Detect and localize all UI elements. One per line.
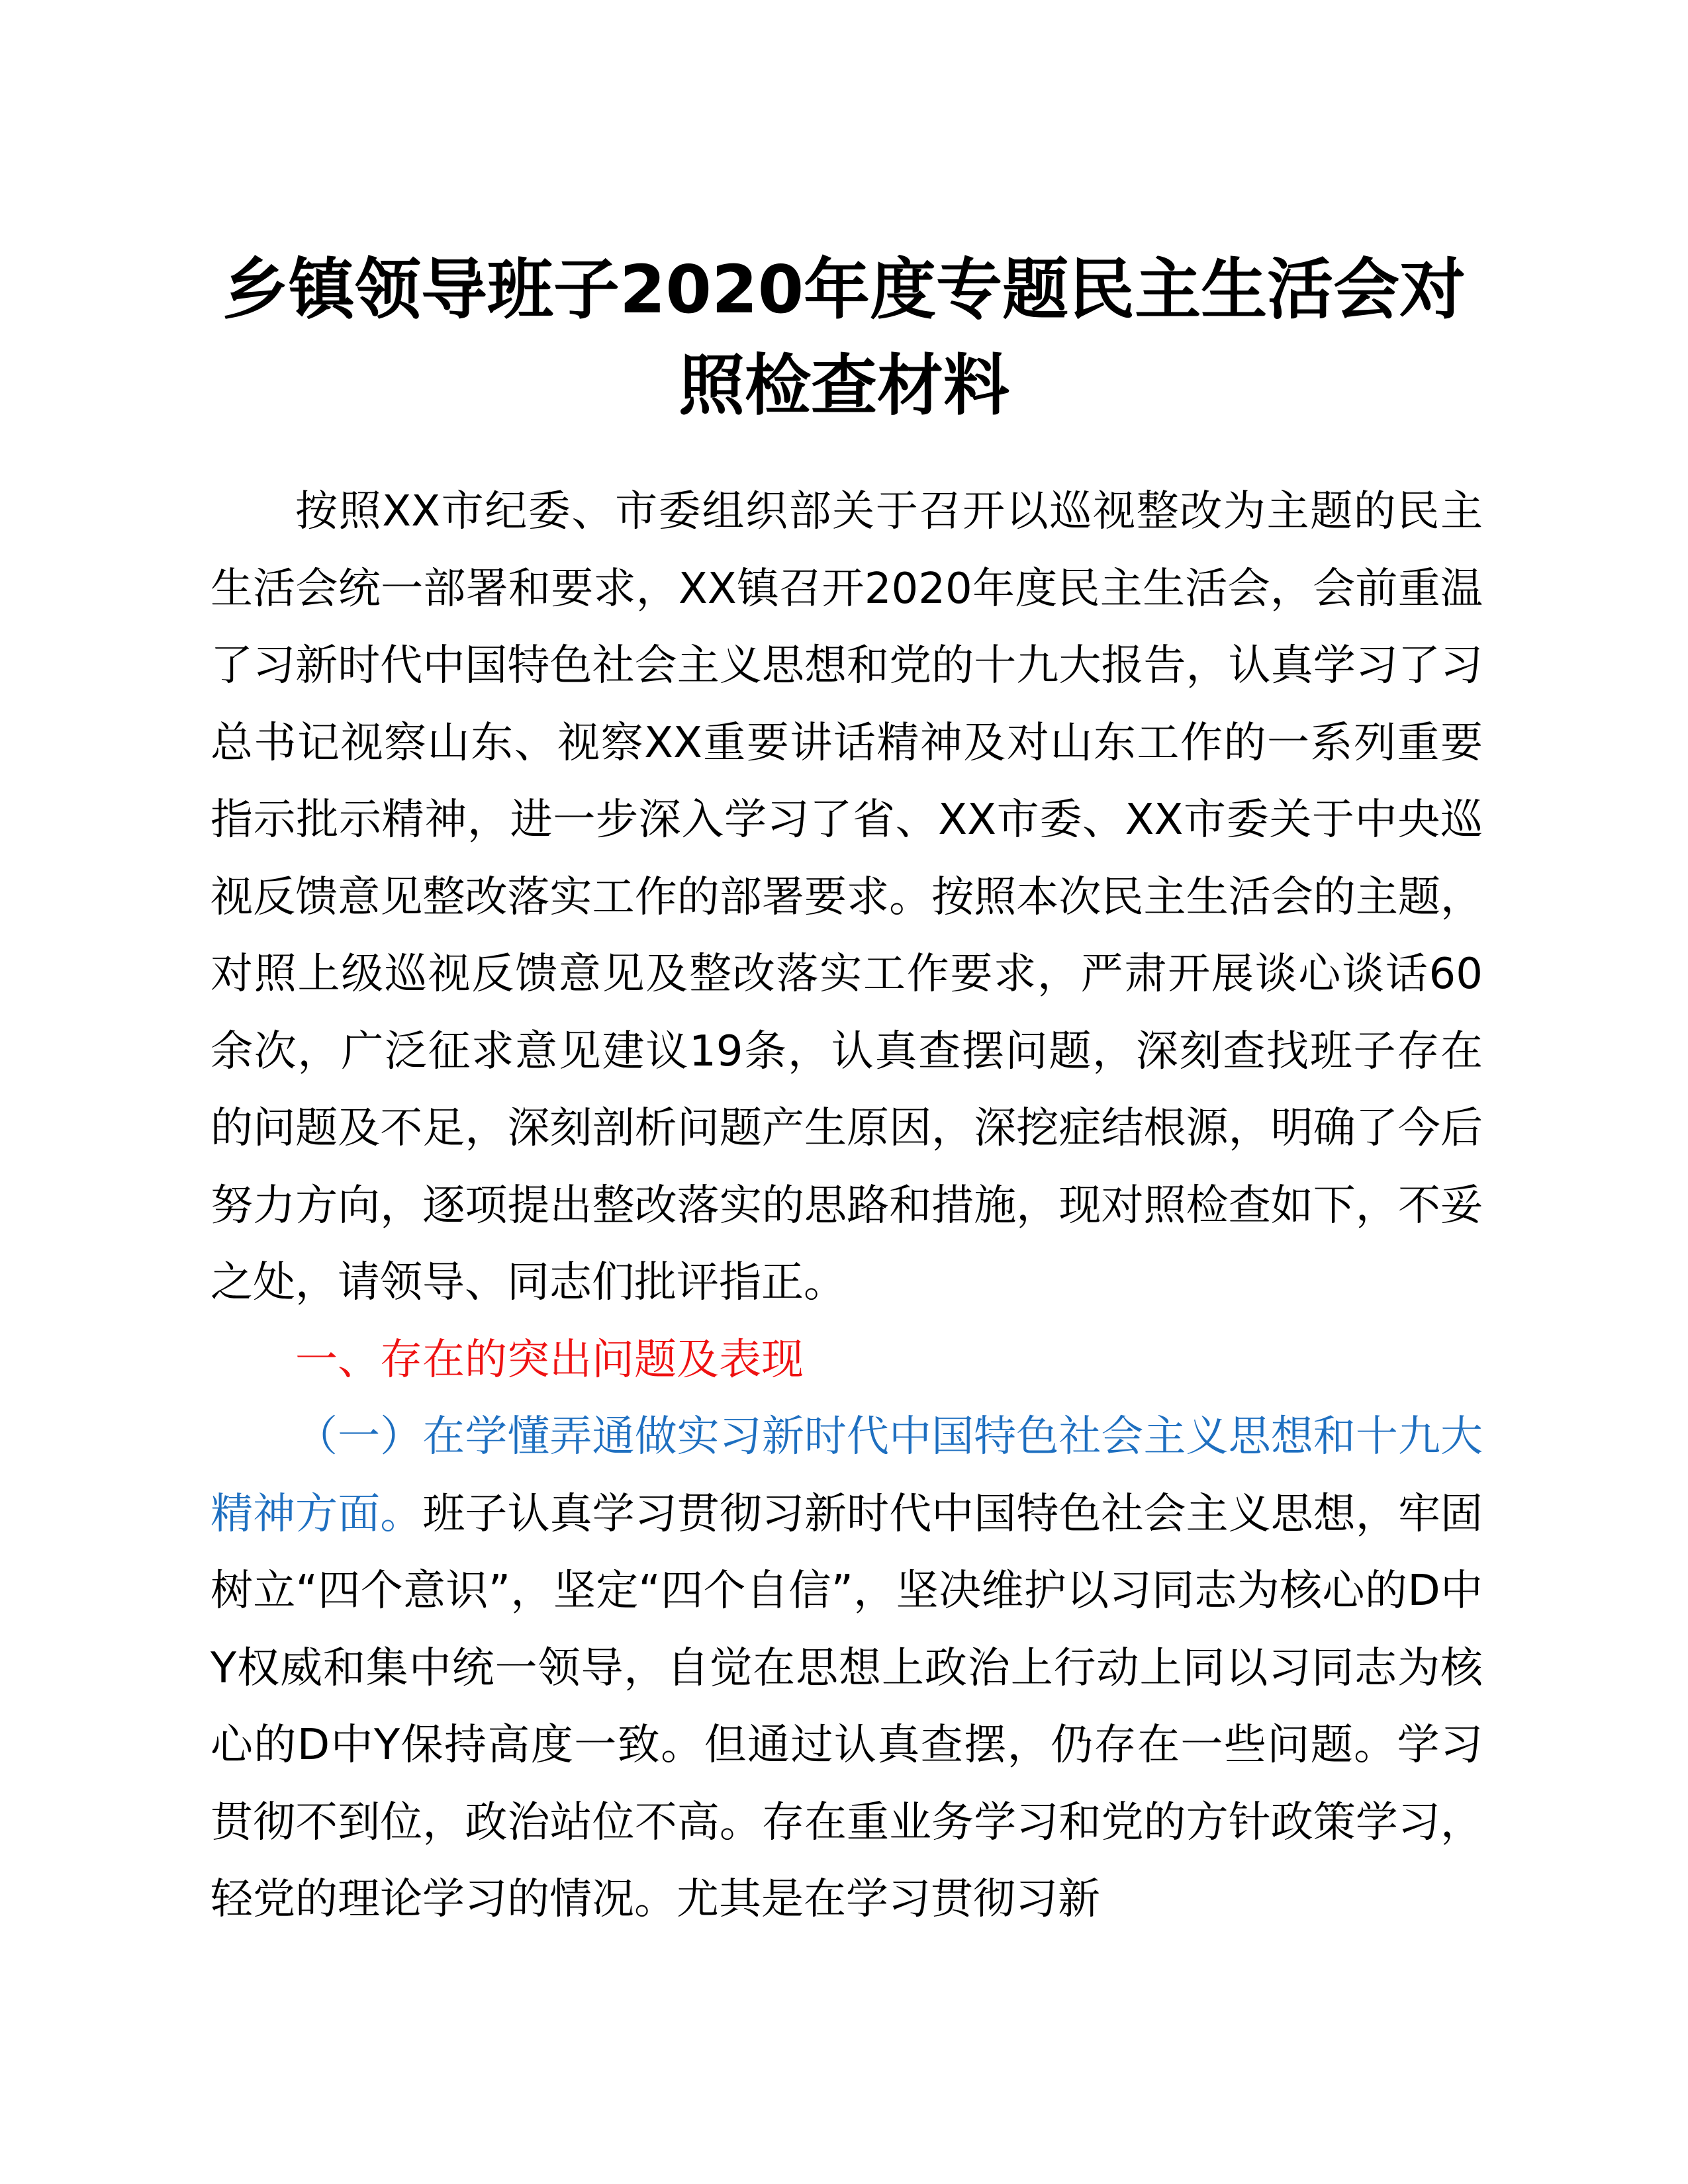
subsection-body: 班子认真学习贯彻习新时代中国特色社会主义思想，牢固树立“四个意识”，坚定“四个自信”，坚决维护以习同志为核心的D中Y权威和集中统一领导，自觉在思想上政治上行动上同以习同志为核心的D中Y保持高度一致。但通过认真查摆，仍存在一些问题。学习贯彻不到位，政治站位不高。存在重业务学习和党的方针政策学习，轻党的理论学习的情况。尤其是在学习贯彻习新 [211, 1489, 1483, 1924]
section-heading: 一、存在的突出问题及表现 [295, 1335, 804, 1385]
intro-paragraph: 按照XX市纪委、市委组织部关于召开以巡视整改为主题的民主生活会统一部署和要求，XX镇召开2020年度民主生活会，会前重温了习新时代中国特色社会主义思想和党的十九大报告，认真学习了习总书记视察山东、视察XX重要讲话精神及对山东工作的一系列重要指示批示精神，进一步深入学习了省、XX市委、XX市委关于中央巡视反馈意见整改落实工作的部署要求。按照本次民主生活会的主题，对照上级巡视反馈意见及整改落实工作要求，严肃开展谈心谈话60余次，广泛征求意见建议19条，认真查摆问题，深刻查找班子存在的问题及不足，深刻剖析问题产生原因，深挖症结根源，明确了今后努力方向，逐项提出整改落实的思路和措施，现对照检查如下，不妥之处，请领导、同志们批评指正。 [211, 487, 1483, 1307]
subsection-heading: （一）在学懂弄通做实习新时代中国特色社会主义思想和十九大精神方面。 [211, 1412, 1483, 1539]
document-title: 乡镇领导班子2020年度专题民主生活会对照检查材料 [222, 251, 1466, 424]
document-body [211, 473, 1483, 1938]
subsection-paragraph [211, 1398, 1483, 1938]
